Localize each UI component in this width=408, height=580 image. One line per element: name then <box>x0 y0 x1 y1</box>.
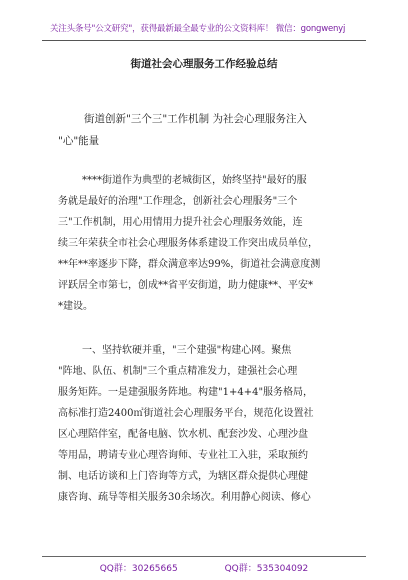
paragraph-section-one <box>58 340 358 508</box>
paragraph-intro <box>58 170 358 317</box>
header-banner: 关注头条号"公文研究"，获得最新最全最专业的公文资料库！ 微信：gongwenyj <box>50 24 346 34</box>
paragraph-line: 高标准打造2400㎡街道社会心理服务平台，规范化设置社 <box>58 408 314 419</box>
paragraph-line: 评跃居全市第七，创成**省平安街道，助力健康**、平安* <box>58 280 313 291</box>
document-subtitle <box>58 108 374 152</box>
paragraph-line: 服务矩阵。一是建强服务阵地。构建"1+4+4"服务格局， <box>58 387 314 398</box>
paragraph-line: 续三年荣获全市社会心理服务体系建设工作突出成员单位， <box>58 238 318 249</box>
footer-divider <box>42 556 366 557</box>
paragraph-line: 三"工作机制，用心用情用力提升社会心理服务效能，连 <box>58 217 303 228</box>
paragraph-line: 等用品，聘请专业心理咨询师、专业社工入驻，采取预约 <box>58 450 308 461</box>
footer <box>0 561 408 574</box>
paragraph-line: **年**率逐步下降，群众满意率达99%，街道社会满意度测 <box>58 259 321 270</box>
document-title: 街道社会心理服务工作经验总结 <box>130 58 278 70</box>
header-divider <box>42 40 366 41</box>
subtitle-line: "心"能量 <box>58 135 100 147</box>
footer-qq-group-1: QQ群：30265665 <box>99 564 178 574</box>
paragraph-line: 康咨询、疏导等相关服务30余场次。利用静心阅读、修心 <box>58 492 311 503</box>
subtitle-line: 街道创新"三个三"工作机制 为社会心理服务注入 <box>84 113 307 125</box>
paragraph-line: 务就是最好的治理"工作理念，创新社会心理服务"三个 <box>58 196 298 207</box>
footer-qq-group-2: QQ群：535304092 <box>224 564 309 574</box>
paragraph-line: 一、坚持软硬并重，"三个建强"构建心网。聚焦 <box>82 345 292 356</box>
paragraph-line: *建设。 <box>58 301 93 312</box>
paragraph-line: ****街道作为典型的老城街区，始终坚持"最好的服 <box>82 175 307 186</box>
paragraph-line: 区心理陪伴室，配备电脑、饮水机、配套沙发、心理沙盘 <box>58 429 308 440</box>
paragraph-line: "阵地、队伍、机制"三个重点精准发力，建强社会心理 <box>58 366 298 377</box>
paragraph-line: 制、电话访谈和上门咨询等方式，为辖区群众提供心理健 <box>58 471 308 482</box>
